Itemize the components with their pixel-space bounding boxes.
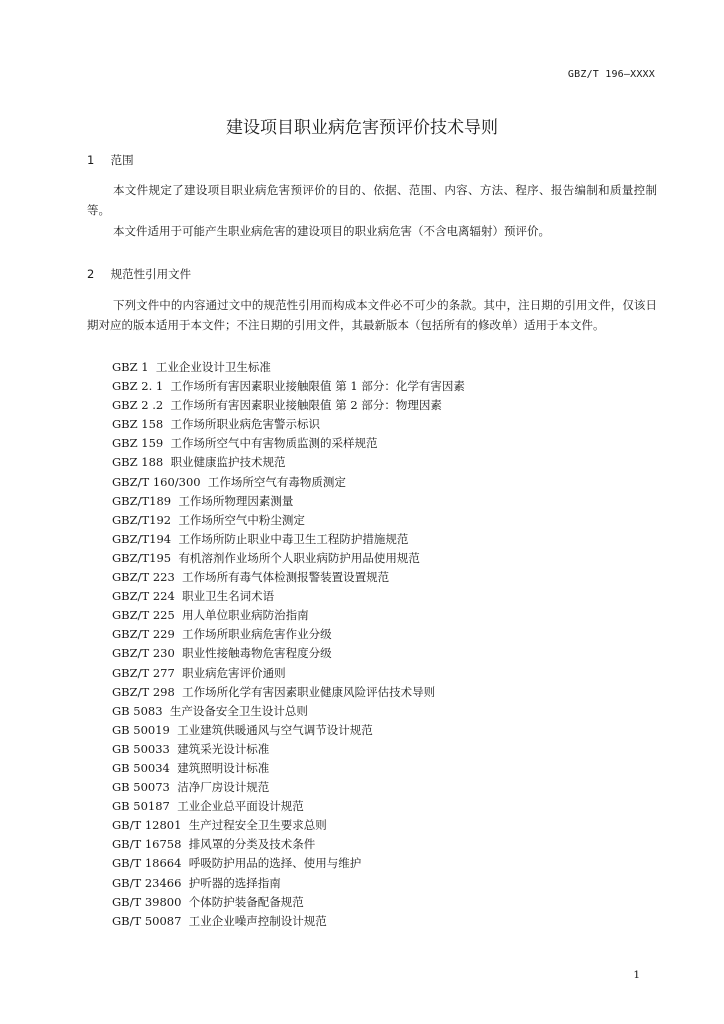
reference-title: 工业企业噪声控制设计规范 (188, 913, 327, 928)
reference-item (112, 874, 465, 893)
reference-item (112, 683, 465, 702)
reference-code: GB 50033 (112, 741, 170, 756)
reference-title: 工作场所空气中有害物质监测的采样规范 (170, 436, 378, 451)
reference-item (112, 434, 465, 453)
reference-code: GBZ 2 .2 (112, 398, 164, 413)
reference-item (112, 511, 465, 530)
reference-item (112, 625, 465, 644)
reference-title: 建筑照明设计标准 (177, 760, 270, 775)
section-title: 范围 (110, 153, 134, 167)
standard-code: GBZ/T 196—XXXX (567, 69, 655, 80)
reference-code: GBZ/T 223 (112, 570, 175, 585)
reference-code: GBZ 159 (112, 436, 164, 451)
reference-title: 洁净厂房设计规范 (177, 780, 270, 795)
reference-code: GB/T 16758 (112, 837, 182, 852)
reference-code: GB 50187 (112, 799, 170, 814)
reference-item (112, 644, 465, 663)
reference-title: 工业企业总平面设计规范 (177, 799, 304, 814)
reference-code: GBZ/T 230 (112, 646, 175, 661)
reference-title: 职业卫生名词术语 (182, 589, 275, 604)
document-title: 建设项目职业病危害预评价技术导则 (226, 118, 498, 139)
reference-title: 工作场所有害因素职业接触限值 第 1 部分：化学有害因素 (170, 379, 465, 394)
reference-code: GB 5083 (112, 703, 163, 718)
reference-item (112, 835, 465, 854)
reference-item (112, 893, 465, 912)
reference-title: 工作场所有害因素职业接触限值 第 2 部分：物理因素 (170, 398, 442, 413)
reference-title: 职业性接触毒物危害程度分级 (182, 646, 332, 661)
reference-code: GBZ 2. 1 (112, 379, 164, 394)
reference-item (112, 549, 465, 568)
reference-item (112, 606, 465, 625)
reference-title: 工业建筑供暖通风与空气调节设计规范 (177, 722, 373, 737)
reference-code: GBZ 188 (112, 455, 164, 470)
reference-title: 职业病危害评价通则 (182, 665, 286, 680)
reference-title: 工作场所防止职业中毒卫生工程防护措施规范 (178, 531, 409, 546)
reference-item (112, 702, 465, 721)
reference-item (112, 453, 465, 472)
reference-title: 职业健康监护技术规范 (170, 455, 286, 470)
reference-title: 工作场所空气有毒物质测定 (207, 474, 346, 489)
section-heading-normative-references (87, 266, 191, 282)
reference-title: 呼吸防护用品的选择、使用与维护 (188, 856, 362, 871)
reference-code: GBZ/T 225 (112, 608, 175, 623)
reference-title: 个体防护装备配备规范 (188, 894, 304, 909)
reference-title: 生产过程安全卫生要求总则 (188, 818, 327, 833)
scope-paragraph-1: 本文件规定了建设项目职业病危害预评价的目的、依据、范围、内容、方法、程序、报告编制和质量控制等。 (87, 183, 657, 217)
section-title: 规范性引用文件 (110, 267, 192, 281)
reference-title: 工作场所空气中粉尘测定 (178, 512, 305, 527)
reference-title: 工作场所化学有害因素职业健康风险评估技术导则 (182, 684, 436, 699)
reference-code: GBZ 158 (112, 417, 164, 432)
reference-item (112, 530, 465, 549)
section-number: 2 (87, 267, 95, 281)
reference-code: GBZ/T189 (112, 493, 172, 508)
reference-title: 有机溶剂作业场所个人职业病防护用品使用规范 (178, 550, 420, 565)
section-number: 1 (87, 153, 95, 167)
reference-title: 工作场所职业病危害警示标识 (170, 417, 321, 432)
reference-item (112, 568, 465, 587)
reference-code: GB/T 12801 (112, 818, 182, 833)
reference-item (112, 816, 465, 835)
reference-item (112, 358, 465, 377)
reference-title: 生产设备安全卫生设计总则 (169, 703, 308, 718)
reference-code: GB 50034 (112, 760, 170, 775)
reference-title: 工作场所物理因素测量 (178, 493, 294, 508)
reference-code: GB/T 50087 (112, 913, 182, 928)
reference-title: 排风罩的分类及技术条件 (188, 837, 316, 852)
page-number: 1 (633, 969, 640, 981)
reference-code: GB/T 18664 (112, 856, 182, 871)
reference-code: GBZ/T 229 (112, 627, 175, 642)
reference-item (112, 721, 465, 740)
reference-code: GB/T 39800 (112, 894, 182, 909)
reference-title: 建筑采光设计标准 (177, 741, 270, 756)
reference-title: 工业企业设计卫生标准 (155, 360, 271, 374)
reference-code: GB/T 23466 (112, 875, 182, 890)
reference-code: GBZ 1 (112, 360, 149, 374)
reference-item (112, 740, 465, 759)
reference-code: GBZ/T195 (112, 550, 172, 565)
reference-item (112, 664, 465, 683)
reference-item (112, 492, 465, 511)
scope-paragraph-2: 本文件适用于可能产生职业病危害的建设项目的职业病危害（不含电离辐射）预评价。 (113, 224, 550, 238)
reference-code: GBZ/T192 (112, 512, 172, 527)
reference-item (112, 415, 465, 434)
reference-code: GB 50073 (112, 780, 170, 795)
reference-code: GBZ/T 224 (112, 589, 175, 604)
reference-title: 工作场所有毒气体检测报警装置设置规范 (182, 570, 390, 585)
reference-item (112, 587, 465, 606)
reference-code: GBZ/T194 (112, 531, 172, 546)
reference-title: 工作场所职业病危害作业分级 (182, 627, 332, 642)
reference-item (112, 854, 465, 873)
reference-item (112, 473, 465, 492)
reference-title: 用人单位职业病防治指南 (182, 608, 309, 623)
reference-code: GBZ/T 277 (112, 665, 175, 680)
references-intro-paragraph: 下列文件中的内容通过文中的规范性引用而构成本文件必不可少的条款。其中，注日期的引用文件，仅该日期对应的版本适用于本文件；不注日期的引用文件，其最新版本（包括所有的修改单）适用于本文件。 (87, 298, 657, 332)
reference-title: 护听器的选择指南 (188, 875, 281, 890)
reference-item (112, 759, 465, 778)
section-heading-scope (87, 152, 134, 168)
reference-item (112, 377, 465, 396)
reference-item (112, 912, 465, 931)
reference-list (112, 358, 465, 931)
reference-code: GB 50019 (112, 722, 170, 737)
reference-item (112, 396, 465, 415)
reference-code: GBZ/T 298 (112, 684, 175, 699)
reference-code: GBZ/T 160/300 (112, 474, 201, 489)
reference-item (112, 797, 465, 816)
reference-item (112, 778, 465, 797)
